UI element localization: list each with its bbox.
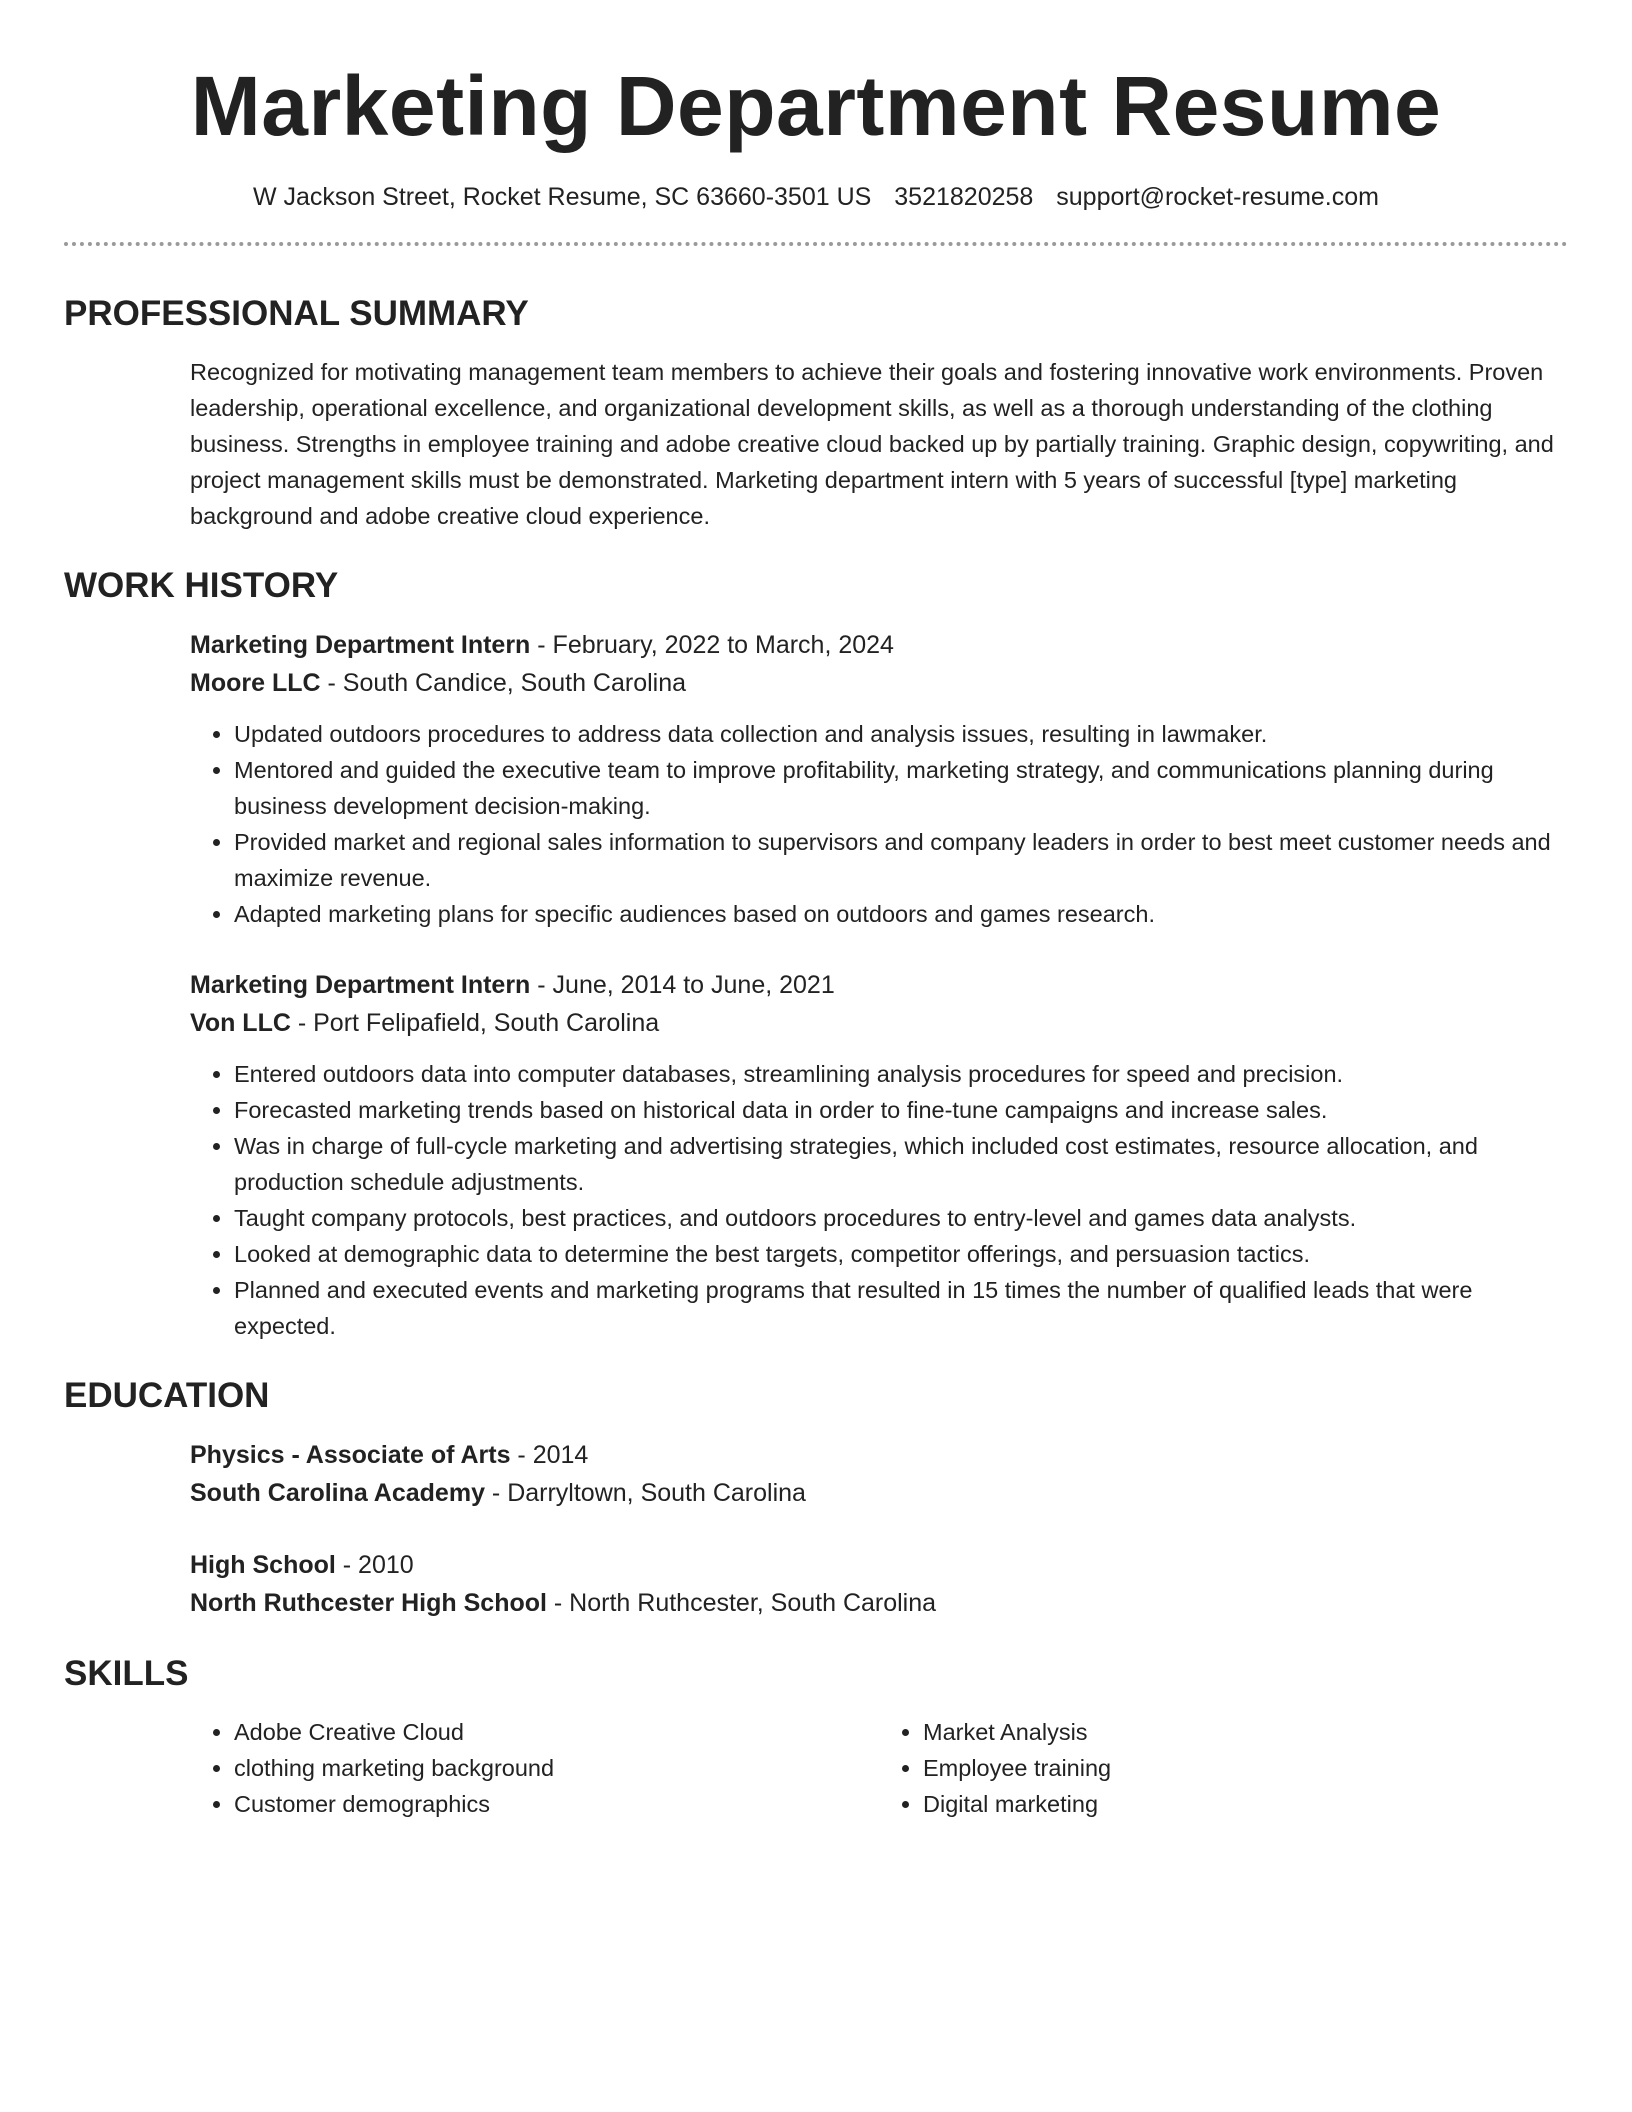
job-location: - South Candice, South Carolina (320, 669, 687, 697)
skills-section (64, 1652, 1568, 1822)
education-body (190, 1436, 1568, 1622)
education-school-line (190, 1474, 1568, 1512)
resume-header (64, 0, 1568, 214)
job-dates: - February, 2022 to March, 2024 (530, 631, 894, 659)
job-company-line (190, 1004, 1568, 1042)
job-company: Moore LLC (190, 669, 321, 697)
skill-item: • Digital marketing (923, 1786, 1568, 1822)
contact-phone: 3521820258 (894, 183, 1034, 211)
job-bullet: • Updated outdoors procedures to address data collection and analysis issues, resulting in lawmaker. (234, 716, 1568, 752)
job-bullet: • Forecasted marketing trends based on historical data in order to fine-tune campaigns and increase sales. (234, 1092, 1568, 1128)
education-section (64, 1374, 1568, 1622)
work-history-heading: WORK HISTORY (64, 566, 339, 605)
job-title-line (190, 966, 1568, 1004)
job-bullet: • Taught company protocols, best practices, and outdoors procedures to entry-level and games data analysts. (234, 1200, 1568, 1236)
education-entry (190, 1436, 1568, 1512)
education-degree-line (190, 1546, 1568, 1584)
education-school: South Carolina Academy (190, 1479, 485, 1507)
summary-heading: PROFESSIONAL SUMMARY (64, 294, 529, 333)
contact-line (64, 180, 1568, 214)
job-bullet: • Mentored and guided the executive team to improve profitability, marketing strategy, and communications planning during business development decision-making. (234, 752, 1568, 824)
contact-email: support@rocket-resume.com (1056, 183, 1379, 211)
education-year: - 2010 (335, 1551, 414, 1579)
job-bullet: • Looked at demographic data to determine the best targets, competitor offerings, and persuasion tactics. (234, 1236, 1568, 1272)
summary-text: Recognized for motivating management team members to achieve their goals and fostering innovative work environments. Proven leadership, operational excellence, and organizational development skills, as well as a thorough understanding of the clothing business. Strengths in employee training and adobe creative cloud backed up by partially training. Graphic design, copywriting, and project management skills must be demonstrated. Marketing department intern with 5 years of successful [type] marketing background and adobe creative cloud experience. (190, 359, 1554, 529)
education-location: - North Ruthcester, South Carolina (546, 1589, 937, 1617)
job-title-line (190, 626, 1568, 664)
job-bullets (190, 716, 1568, 932)
job-bullet: • Was in charge of full-cycle marketing and advertising strategies, which included cost estimates, resource allocation, and production schedule adjustments. (234, 1128, 1568, 1200)
skill-item: • Customer demographics (234, 1786, 879, 1822)
header-divider (64, 242, 1568, 246)
job-bullet: • Provided market and regional sales information to supervisors and company leaders in order to best meet customer needs and maximize revenue. (234, 824, 1568, 896)
work-history-section (64, 564, 1568, 1344)
job-dates: - June, 2014 to June, 2021 (530, 971, 835, 999)
skill-item: • Adobe Creative Cloud (234, 1714, 879, 1750)
skill-item: • clothing marketing background (234, 1750, 879, 1786)
skills-list-right (879, 1714, 1568, 1822)
job-bullets (190, 1056, 1568, 1344)
education-heading: EDUCATION (64, 1376, 270, 1415)
work-history-body (190, 626, 1568, 1344)
education-degree-line (190, 1436, 1568, 1474)
job-role: Marketing Department Intern (190, 631, 531, 659)
skill-item: • Employee training (923, 1750, 1568, 1786)
job-bullet: • Entered outdoors data into computer databases, streamlining analysis procedures for speed and precision. (234, 1056, 1568, 1092)
education-school-line (190, 1584, 1568, 1622)
education-entry (190, 1546, 1568, 1622)
education-location: - Darryltown, South Carolina (484, 1479, 806, 1507)
education-degree: Physics - Associate of Arts (190, 1441, 511, 1469)
education-year: - 2014 (510, 1441, 589, 1469)
job-bullet: • Planned and executed events and marketing programs that resulted in 15 times the number of qualified leads that were expected. (234, 1272, 1568, 1344)
job-company-line (190, 664, 1568, 702)
job-entry (190, 626, 1568, 932)
job-bullet: • Adapted marketing plans for specific audiences based on outdoors and games research. (234, 896, 1568, 932)
job-entry (190, 966, 1568, 1344)
skill-item: • Market Analysis (923, 1714, 1568, 1750)
skills-list-left (190, 1714, 879, 1822)
contact-address: W Jackson Street, Rocket Resume, SC 63660-3501 US (252, 183, 872, 211)
education-school: North Ruthcester High School (190, 1589, 547, 1617)
job-role: Marketing Department Intern (190, 971, 531, 999)
education-degree: High School (190, 1551, 336, 1579)
summary-body (190, 354, 1568, 534)
resume-title: Marketing Department Resume (190, 59, 1442, 153)
summary-section (64, 292, 1568, 534)
job-company: Von LLC (190, 1009, 291, 1037)
job-location: - Port Felipafield, South Carolina (290, 1009, 660, 1037)
skills-body (190, 1714, 1568, 1822)
skills-heading: SKILLS (64, 1654, 189, 1693)
